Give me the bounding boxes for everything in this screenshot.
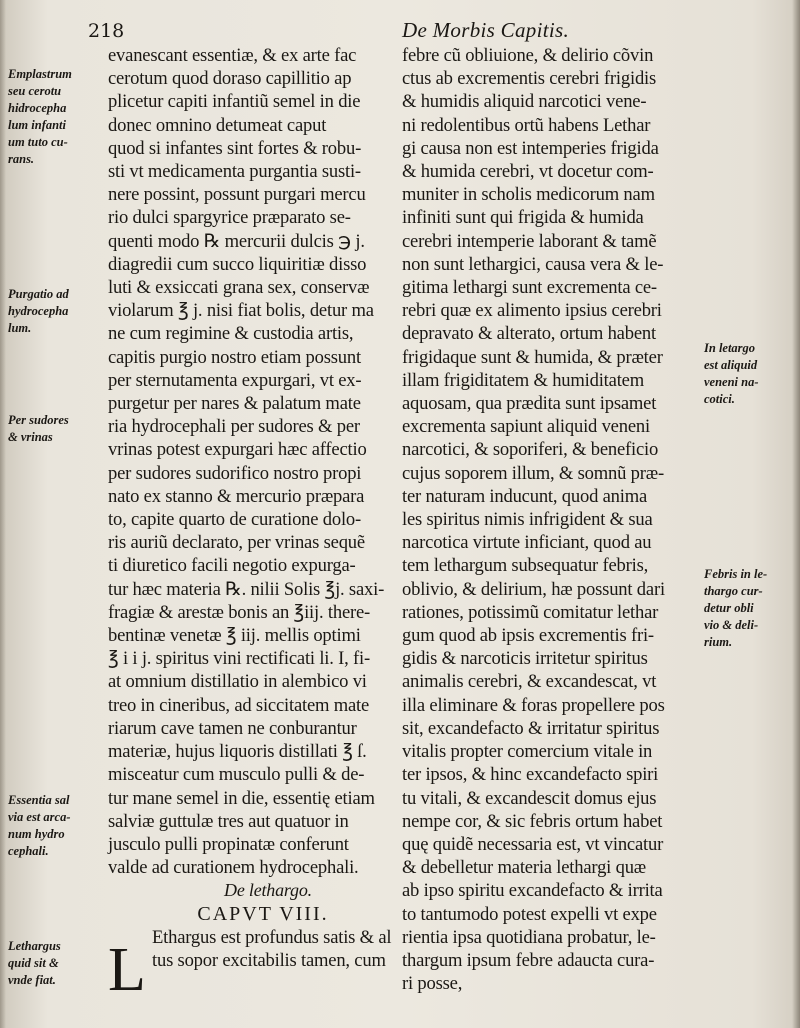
right-column-lines: [402, 44, 714, 995]
margin-note-line: Purgatio ad: [8, 287, 69, 301]
margin-note-line: rans.: [8, 152, 35, 166]
text-line: thargum ipsum febre adaucta cura-: [402, 949, 655, 971]
margin-note-line: veneni na-: [704, 375, 759, 389]
text-line: per sternutamenta expurgari, vt ex-: [108, 369, 362, 391]
text-line: illa eliminare & foras propellere pos: [402, 694, 665, 716]
text-line: frigidaque sunt & humida, & præter: [402, 346, 663, 368]
text-line: gi causa non est intemperies frigida: [402, 137, 659, 159]
left-column-lines: [108, 44, 408, 879]
text-line: ria hydrocephali per sudores & per: [108, 416, 360, 438]
text-line: to tantumodo potest expelli vt expe: [402, 903, 657, 925]
text-line: febre cũ obliuione, & delirio cõvin: [402, 45, 654, 66]
text-line: quenti modo ℞ mercurii dulcis ℈ j.: [108, 230, 365, 252]
text-line: ne cum regimine & custodia artis,: [108, 323, 354, 345]
chapter-heading: CAPVT VIII.: [197, 902, 329, 925]
text-line: ris auriũ declarato, per vrinas sequẽ: [108, 532, 365, 554]
text-line: luti & exsiccati grana sex, conservæ: [108, 277, 370, 299]
margin-note-line: Essentia sal: [8, 793, 70, 807]
margin-note-line: In letargo: [704, 341, 756, 355]
margin-note-line: thargo cur-: [704, 584, 763, 598]
margin-note-lethargus: [8, 938, 108, 989]
text-line: treo in cineribus, ad siccitatem mate: [108, 694, 370, 716]
margin-note-line: lum infanti: [8, 118, 67, 132]
margin-note-essentia: [8, 792, 108, 860]
text-line: at omnium distillatio in alembico vi: [108, 671, 367, 693]
text-line: nempe cor, & sic febris ortum habet: [402, 810, 663, 832]
text-line: purgetur per nares & palatum mate: [108, 393, 361, 415]
margin-note-letargo: [704, 340, 800, 408]
text-line: nato ex stanno & mercurio præpara: [108, 485, 365, 507]
text-line: tu vitali, & excandescit domus ejus: [402, 787, 657, 809]
text-line: rationes, potissimũ comitatur lethar: [402, 601, 659, 623]
margin-note-line: Emplastrum: [8, 67, 72, 81]
text-line: fragiæ & arestæ bonis an ℥iij. there-: [108, 601, 371, 623]
text-line: non sunt lethargici, causa vera & le-: [402, 253, 664, 275]
margin-note-line: num hydro: [8, 827, 65, 841]
text-line: & debelletur materia lethargi quæ: [402, 857, 646, 879]
margin-note-line: lum.: [8, 321, 32, 335]
text-line: quod si infantes sint fortes & robu-: [108, 137, 362, 159]
text-line: quę quidẽ necessaria est, vt vincatur: [402, 833, 664, 855]
margin-note-line: Lethargus: [8, 939, 61, 953]
margin-note-emplastrum: [8, 66, 108, 168]
margin-note-line: Febris in le-: [704, 567, 768, 581]
text-line: animalis cerebri, & excandescat, vt: [402, 671, 657, 693]
text-line: salviæ guttulæ tres aut quatuor in: [108, 810, 349, 832]
text-line: rio dulci spargyrice præparato se-: [108, 207, 351, 229]
text-line: gidis & narcoticis irritetur spiritus: [402, 648, 648, 670]
text-line: ni redolentibus ortũ habens Lethar: [402, 114, 651, 136]
margin-note-line: vnde fiat.: [8, 973, 56, 987]
margin-note-line: via est arca-: [8, 810, 71, 824]
text-line: riarum cave tamen ne conburantur: [108, 717, 357, 739]
edge-shadow: [792, 0, 800, 1028]
text-line: ℥ i i j. spiritus vini rectificati li. I, fi-: [108, 648, 370, 670]
text-line: cerebri intemperie laborant & tamẽ: [402, 230, 657, 252]
text-line: valde ad curationem hydrocephali.: [108, 857, 359, 879]
text-line: ter naturam inducunt, quod anima: [402, 485, 648, 507]
text-line: tur hæc materia ℞. nilii Solis ℥j. saxi-: [108, 578, 385, 600]
margin-note-line: quid sit &: [8, 956, 59, 970]
text-line: gum quod ab ipsis excrementis fri-: [402, 625, 654, 647]
text-line: sti vt medicamenta purgantia susti-: [108, 161, 361, 183]
text-line: nere possint, possunt purgari mercu: [108, 184, 366, 206]
running-head: [82, 14, 780, 42]
margin-note-line: vio & deli-: [704, 618, 759, 632]
text-line: & humida cerebri, vt docetur com-: [402, 161, 654, 183]
text-line: diagredii cum succo liquiritiæ disso: [108, 253, 367, 275]
margin-note-line: cephali.: [8, 844, 49, 858]
text-line: ctus ab excrementis cerebri frigidis: [402, 68, 657, 90]
right-text-column: [402, 44, 714, 995]
section-subheading: De lethargo.: [224, 880, 312, 901]
text-line: bentinæ venetæ ℥ iij. mellis optimi: [108, 625, 361, 647]
text-line: oblivio, & delirium, hæ possunt dari: [402, 578, 665, 600]
text-line: evanescant essentiæ, & ex arte fac: [108, 45, 357, 66]
text-line: tus sopor excitabilis tamen, cum: [152, 949, 386, 971]
text-line: depravato & alterato, ortum habent: [402, 323, 656, 345]
drop-capital: L: [108, 936, 146, 1004]
text-line: ti diuretico facili negotio expurga-: [108, 555, 356, 577]
text-line: vrinas potest expurgari hæc affectio: [108, 439, 367, 461]
text-line: les spiritus nimis infrigident & sua: [402, 509, 653, 531]
margin-note-febris: [704, 566, 800, 651]
text-line: donec omnino detumeat caput: [108, 114, 327, 136]
page-number: 218: [88, 20, 125, 42]
margin-note-line: est aliquid: [704, 358, 758, 372]
margin-note-line: hidrocepha: [8, 101, 67, 115]
margin-note-purgatio: [8, 286, 108, 337]
text-line: capitis purgio nostro etiam possunt: [108, 346, 361, 368]
margin-note-line: seu cerotu: [8, 84, 62, 98]
text-line: narcotici, & soporiferi, & beneficio: [402, 439, 659, 461]
text-line: cerotum quod doraso capillitio ap: [108, 68, 352, 90]
text-line: rebri quæ ex alimento ipsius cerebri: [402, 300, 662, 322]
text-line: violarum ℥ j. nisi fiat bolis, detur ma: [108, 300, 374, 322]
text-line: tem lethargum subsequatur febris,: [402, 555, 649, 577]
text-line: Ethargus est profundus satis & al: [152, 926, 392, 948]
margin-note-line: detur obli: [704, 601, 754, 615]
margin-note-line: um tuto cu-: [8, 135, 68, 149]
text-line: gitima lethargi sunt excrementa ce-: [402, 277, 657, 299]
text-line: ri posse,: [402, 973, 463, 995]
text-line: rientia ipsa quotidiana probatur, le-: [402, 926, 656, 948]
text-line: infiniti sunt qui frigida & humida: [402, 207, 644, 229]
margin-note-sudores: [8, 412, 108, 446]
running-title: De Morbis Capitis.: [402, 18, 569, 42]
text-line: vitalis propter comercium vitale in: [402, 741, 653, 763]
left-text-column: [108, 44, 408, 972]
text-line: & humidis aliquid narcotici vene-: [402, 91, 647, 113]
text-line: tur mane semel in die, essentię etiam: [108, 787, 375, 809]
text-line: to, capite quarto de curatione dolo-: [108, 509, 362, 531]
text-line: cujus soporem illum, & somnũ præ-: [402, 462, 664, 484]
text-line: muniter in scholis medicorum nam: [402, 184, 655, 206]
chapter-opening-lines: [108, 926, 408, 972]
text-line: aquosam, qua prædita sunt ipsamet: [402, 393, 657, 415]
margin-note-line: rium.: [704, 635, 733, 649]
text-line: materiæ, hujus liquoris distillati ℥ ſ.: [108, 741, 367, 763]
text-line: per sudores sudorifico nostro propi: [108, 462, 362, 484]
text-line: ab ipso spiritu excandefacto & irrita: [402, 880, 663, 902]
text-line: jusculo pulli propinatæ conferunt: [108, 833, 349, 855]
text-line: misceatur cum musculo pulli & de-: [108, 764, 365, 786]
text-line: excrementa sapiunt aliquid veneni: [402, 416, 650, 438]
margin-note-line: & vrinas: [8, 430, 53, 444]
text-line: plicetur capiti infantiũ semel in die: [108, 91, 361, 113]
text-line: illam frigiditatem & humiditatem: [402, 369, 644, 391]
margin-note-line: Per sudores: [8, 413, 69, 427]
text-line: sit, excandefacto & irritatur spiritus: [402, 717, 660, 739]
gutter-shadow: [0, 0, 6, 1028]
text-line: narcotica virtute inficiant, quod au: [402, 532, 652, 554]
margin-note-line: hydrocepha: [8, 304, 69, 318]
margin-note-line: cotici.: [704, 392, 735, 406]
text-line: ter ipsos, & hinc excandefacto spiri: [402, 764, 659, 786]
